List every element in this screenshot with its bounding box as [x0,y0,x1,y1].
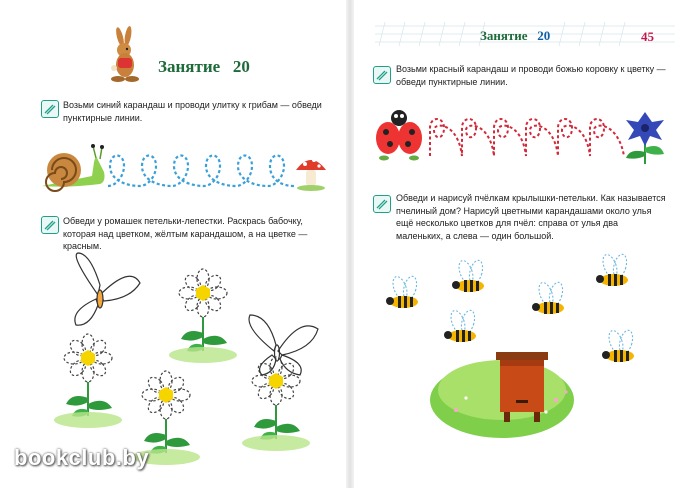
lesson-label: Занятие [158,57,221,76]
pencil-glyph [374,196,390,212]
page-number: 45 [641,29,654,44]
mushroom-illustration [292,152,330,192]
task2-right-text: Обведи и нарисуй пчёлкам крылышки-петельки. Как называется пчелиный дом? Нарисуй цветными карандашами около улья ещё несколько цветков для пчёл: справа от улья два маленьких, а слева — один большой. [396,193,666,241]
lesson-label-right: Занятие [480,28,528,43]
task2-left-text: Обведи у ромашек петельки-лепестки. Раскрась бабочку, которая над цветком, жёлтым карандашом, а на цветке — красным. [63,216,308,251]
red-trace-path [428,114,626,162]
task1-right-text: Возьми красный карандаш и проводи божью коровку к цветку — обведи пунктирные линии. [396,64,666,87]
butterfly-outline-1 [75,253,140,325]
snail-illustration [38,142,108,190]
pencil-glyph [374,67,390,83]
blue-flower-illustration [622,108,668,168]
watermark: bookclub.by [14,445,150,470]
pencil-glyph [42,101,58,117]
lesson-title-right [480,28,550,44]
task1-left-text: Возьми синий карандаш и проводи улитку к грибам — обведи пунктирные линии. [63,100,322,123]
bees-hive-scene [366,250,666,440]
hare-illustration [104,28,150,86]
ladybug-illustration [374,108,424,164]
blue-trace-path [106,146,296,192]
pencil-glyph [42,217,58,233]
pencil-icon [41,100,59,118]
pencil-icon [373,195,391,213]
lesson-number-right: 20 [537,28,551,43]
book-gutter [346,0,354,488]
lesson-number: 20 [232,57,250,76]
pencil-icon [41,216,59,234]
pencil-icon [373,66,391,84]
daisy-butterfly-scene [30,255,340,455]
lesson-title-left [158,57,250,77]
